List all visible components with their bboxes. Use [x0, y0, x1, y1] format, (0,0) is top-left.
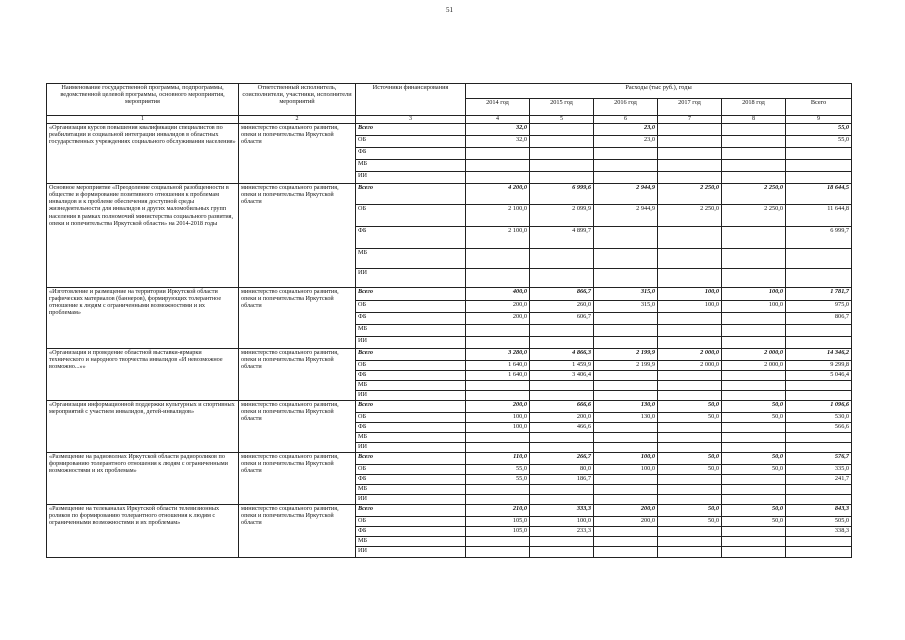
funding-source: ФБ	[356, 371, 466, 381]
year-value	[658, 475, 722, 485]
column-number: 8	[722, 116, 786, 124]
funding-source: Всего	[356, 349, 466, 361]
total-value: 843,3	[786, 505, 852, 517]
year-value	[658, 485, 722, 495]
funding-source: ОБ	[356, 465, 466, 475]
year-value	[722, 124, 786, 136]
total-value: 55,0	[786, 124, 852, 136]
year-value	[530, 249, 594, 269]
year-value: 266,7	[530, 453, 594, 465]
year-value: 23,0	[594, 124, 658, 136]
year-value: 50,0	[722, 401, 786, 413]
year-value: 606,7	[530, 313, 594, 325]
total-value	[786, 148, 852, 160]
year-value: 210,0	[466, 505, 530, 517]
year-value: 100,0	[658, 288, 722, 301]
year-value: 4 200,0	[466, 184, 530, 205]
year-value	[530, 160, 594, 172]
total-value: 505,0	[786, 517, 852, 527]
year-value: 6 999,6	[530, 184, 594, 205]
year-value: 2 099,9	[530, 205, 594, 227]
year-value: 4 899,7	[530, 227, 594, 249]
funding-source: Всего	[356, 184, 466, 205]
table-row	[47, 349, 852, 361]
year-value	[530, 433, 594, 443]
table-row	[47, 401, 852, 413]
header-total: Всего	[786, 99, 852, 116]
year-value	[594, 433, 658, 443]
funding-source: ИИ	[356, 443, 466, 453]
year-value: 2 100,0	[466, 205, 530, 227]
year-value	[530, 124, 594, 136]
year-value: 105,0	[466, 527, 530, 537]
year-value: 315,0	[594, 301, 658, 313]
year-value: 100,0	[722, 301, 786, 313]
year-value: 23,0	[594, 136, 658, 148]
year-value	[530, 537, 594, 547]
year-value	[530, 381, 594, 391]
column-number: 9	[786, 116, 852, 124]
year-value: 466,6	[530, 423, 594, 433]
year-value	[466, 381, 530, 391]
table-body	[47, 124, 852, 558]
total-value: 806,7	[786, 313, 852, 325]
total-value	[786, 537, 852, 547]
column-number: 6	[594, 116, 658, 124]
funding-source: ОБ	[356, 413, 466, 423]
year-value	[466, 495, 530, 505]
year-value	[594, 325, 658, 337]
year-value	[722, 249, 786, 269]
year-value	[594, 381, 658, 391]
total-value	[786, 249, 852, 269]
year-value	[594, 337, 658, 349]
year-value	[466, 325, 530, 337]
year-value: 55,0	[466, 475, 530, 485]
total-value	[786, 325, 852, 337]
year-value	[594, 423, 658, 433]
year-value	[466, 269, 530, 288]
year-value	[466, 443, 530, 453]
year-value: 333,3	[530, 505, 594, 517]
total-value: 9 299,8	[786, 361, 852, 371]
year-value: 260,0	[530, 301, 594, 313]
funding-source: ИИ	[356, 269, 466, 288]
year-value	[594, 547, 658, 558]
year-value	[530, 269, 594, 288]
year-value	[594, 495, 658, 505]
year-value	[658, 443, 722, 453]
year-value	[594, 313, 658, 325]
year-value: 200,0	[530, 413, 594, 423]
year-value: 50,0	[722, 453, 786, 465]
total-value: 530,0	[786, 413, 852, 423]
year-value	[722, 547, 786, 558]
year-value	[466, 433, 530, 443]
responsible-executor: министерство социального развития, опеки и попечительства Иркутской области	[239, 453, 356, 505]
column-number: 3	[356, 116, 466, 124]
funding-source: ОБ	[356, 517, 466, 527]
year-value	[658, 172, 722, 184]
funding-source: ИИ	[356, 547, 466, 558]
total-value: 1 096,6	[786, 401, 852, 413]
total-value: 5 046,4	[786, 371, 852, 381]
total-value	[786, 443, 852, 453]
funding-source: ИИ	[356, 391, 466, 401]
year-value: 1 640,0	[466, 371, 530, 381]
funding-source: МБ	[356, 381, 466, 391]
year-value	[658, 124, 722, 136]
year-value: 50,0	[722, 517, 786, 527]
year-value: 400,0	[466, 288, 530, 301]
year-value	[530, 485, 594, 495]
funding-source: Всего	[356, 288, 466, 301]
total-value: 55,0	[786, 136, 852, 148]
year-value: 80,0	[530, 465, 594, 475]
table-row	[47, 184, 852, 205]
budget-table	[46, 83, 852, 558]
year-value	[658, 371, 722, 381]
funding-source: МБ	[356, 325, 466, 337]
year-value: 50,0	[658, 465, 722, 475]
year-value: 110,0	[466, 453, 530, 465]
year-value	[722, 527, 786, 537]
year-value	[594, 371, 658, 381]
funding-source: ОБ	[356, 136, 466, 148]
year-value	[658, 381, 722, 391]
year-value	[722, 423, 786, 433]
year-value	[658, 325, 722, 337]
year-value	[722, 269, 786, 288]
year-value: 130,0	[594, 401, 658, 413]
year-value: 186,7	[530, 475, 594, 485]
year-value	[530, 547, 594, 558]
year-value: 2 250,0	[658, 205, 722, 227]
funding-source: Всего	[356, 401, 466, 413]
responsible-executor: министерство социального развития, опеки и попечительства Иркутской области	[239, 288, 356, 349]
funding-source: ФБ	[356, 423, 466, 433]
year-value: 50,0	[722, 465, 786, 475]
column-number: 5	[530, 116, 594, 124]
column-number: 2	[239, 116, 356, 124]
funding-source: ФБ	[356, 148, 466, 160]
year-value: 100,0	[530, 517, 594, 527]
measure-name: «Размещение на телеканалах Иркутской области телевизионных роликов по формированию толерантного отношения к людям с ограниченными возможностями и их проблемам»	[47, 505, 239, 558]
total-value: 11 644,8	[786, 205, 852, 227]
year-value	[658, 136, 722, 148]
funding-source: МБ	[356, 537, 466, 547]
funding-source: ИИ	[356, 172, 466, 184]
header-name: Наименование государственной программы, подпрограммы, ведомственной целевой программы, основного мероприятия, мероприятия	[47, 84, 239, 116]
total-value	[786, 547, 852, 558]
year-value	[594, 527, 658, 537]
year-value: 2 944,9	[594, 205, 658, 227]
funding-source: ФБ	[356, 313, 466, 325]
funding-source: ИИ	[356, 495, 466, 505]
measure-name: «Изготовление и размещение на территории Иркутской области графических материалов (баннеров), формирующих толерантное отношение к людям с ограниченными возможностями и их проблемам»	[47, 288, 239, 349]
year-value	[530, 325, 594, 337]
year-value: 2 199,9	[594, 349, 658, 361]
funding-source: МБ	[356, 485, 466, 495]
year-value	[722, 443, 786, 453]
header-year: 2016 год	[594, 99, 658, 116]
year-value: 50,0	[658, 453, 722, 465]
year-value	[530, 443, 594, 453]
year-value: 100,0	[658, 301, 722, 313]
year-value: 2 250,0	[658, 184, 722, 205]
measure-name: «Размещение на радиоволнах Иркутской области радиороликов по формированию толерантного отношения к людям с ограниченными возможностями и их проблемам»	[47, 453, 239, 505]
year-value	[722, 160, 786, 172]
total-value	[786, 172, 852, 184]
year-value	[722, 325, 786, 337]
measure-name: «Организация курсов повышения квалификации специалистов по реабилитации и социальной интеграции инвалидов в областных государственных учреждениях социального обслуживания населения»	[47, 124, 239, 184]
year-value: 32,0	[466, 124, 530, 136]
table-row	[47, 124, 852, 136]
year-value: 200,0	[466, 401, 530, 413]
year-value: 100,0	[466, 423, 530, 433]
year-value: 3 406,4	[530, 371, 594, 381]
year-value: 32,0	[466, 136, 530, 148]
year-value	[658, 423, 722, 433]
header-year: 2018 год	[722, 99, 786, 116]
year-value	[466, 172, 530, 184]
year-value: 200,0	[466, 301, 530, 313]
year-value: 100,0	[466, 413, 530, 423]
year-value	[722, 136, 786, 148]
year-value	[594, 148, 658, 160]
funding-source: МБ	[356, 249, 466, 269]
funding-source: ИИ	[356, 337, 466, 349]
year-value: 105,0	[466, 517, 530, 527]
year-value: 50,0	[722, 413, 786, 423]
year-value: 2 250,0	[722, 205, 786, 227]
year-value	[722, 381, 786, 391]
total-value: 6 999,7	[786, 227, 852, 249]
measure-name: «Организация информационной поддержки культурных и спортивных мероприятий с участием инвалидов, детей-инвалидов»	[47, 401, 239, 453]
year-value	[594, 172, 658, 184]
responsible-executor: министерство социального развития, опеки и попечительства Иркутской области	[239, 505, 356, 558]
year-value: 2 000,0	[722, 361, 786, 371]
header-expenses: Расходы (тыс руб.), годы	[466, 84, 852, 99]
year-value	[530, 148, 594, 160]
header-sources: Источники финансирования	[356, 84, 466, 116]
total-value: 1 781,7	[786, 288, 852, 301]
year-value: 100,0	[722, 288, 786, 301]
year-value	[722, 391, 786, 401]
funding-source: Всего	[356, 505, 466, 517]
year-value: 55,0	[466, 465, 530, 475]
year-value	[530, 136, 594, 148]
header-responsible: Ответственный исполнитель, соисполнители, участники, исполнители мероприятий	[239, 84, 356, 116]
year-value: 100,0	[594, 465, 658, 475]
year-value	[722, 537, 786, 547]
funding-source: ОБ	[356, 301, 466, 313]
year-value	[594, 227, 658, 249]
year-value: 2 199,9	[594, 361, 658, 371]
funding-source: ОБ	[356, 361, 466, 371]
year-value	[658, 537, 722, 547]
year-value	[722, 148, 786, 160]
year-value: 1 640,0	[466, 361, 530, 371]
year-value	[658, 527, 722, 537]
year-value: 866,7	[530, 288, 594, 301]
year-value: 50,0	[658, 413, 722, 423]
total-value: 18 644,5	[786, 184, 852, 205]
year-value: 2 944,9	[594, 184, 658, 205]
responsible-executor: министерство социального развития, опеки и попечительства Иркутской области	[239, 124, 356, 184]
year-value	[466, 148, 530, 160]
column-number: 1	[47, 116, 239, 124]
year-value: 4 866,3	[530, 349, 594, 361]
year-value: 2 000,0	[658, 349, 722, 361]
funding-source: ОБ	[356, 205, 466, 227]
year-value	[594, 475, 658, 485]
year-value: 2 250,0	[722, 184, 786, 205]
year-value: 50,0	[658, 505, 722, 517]
year-value	[594, 485, 658, 495]
year-value	[594, 160, 658, 172]
year-value	[466, 337, 530, 349]
year-value	[658, 160, 722, 172]
year-value: 2 100,0	[466, 227, 530, 249]
total-value: 576,7	[786, 453, 852, 465]
year-value	[658, 547, 722, 558]
year-value: 200,0	[466, 313, 530, 325]
responsible-executor: министерство социального развития, опеки и попечительства Иркутской области	[239, 401, 356, 453]
year-value: 200,0	[594, 517, 658, 527]
year-value	[594, 391, 658, 401]
year-value	[722, 313, 786, 325]
funding-source: Всего	[356, 124, 466, 136]
year-value	[530, 172, 594, 184]
total-value	[786, 433, 852, 443]
year-value	[594, 443, 658, 453]
total-value	[786, 391, 852, 401]
year-value: 2 000,0	[658, 361, 722, 371]
year-value: 2 000,0	[722, 349, 786, 361]
header-year: 2017 год	[658, 99, 722, 116]
total-value	[786, 160, 852, 172]
total-value: 975,0	[786, 301, 852, 313]
year-value	[658, 269, 722, 288]
year-value	[722, 371, 786, 381]
measure-name: Основное мероприятие «Преодоление социальной разобщенности в обществе и формирование позитивного отношения к проблемам инвалидов и к проблеме обеспечения доступной среды жизнедеятельности для инвалидов и других маломобильных групп населения в рамках полномочий министерства социального развития, опеки и попечительства Иркутской области» на 2014-2018 годы	[47, 184, 239, 288]
total-value	[786, 337, 852, 349]
year-value	[594, 269, 658, 288]
total-value: 566,6	[786, 423, 852, 433]
funding-source: МБ	[356, 433, 466, 443]
total-value	[786, 485, 852, 495]
year-value	[722, 227, 786, 249]
year-value	[594, 249, 658, 269]
year-value	[658, 313, 722, 325]
year-value	[722, 172, 786, 184]
year-value	[658, 249, 722, 269]
year-value: 50,0	[658, 401, 722, 413]
year-value	[722, 485, 786, 495]
header-year: 2015 год	[530, 99, 594, 116]
column-number: 4	[466, 116, 530, 124]
responsible-executor: министерство социального развития, опеки и попечительства Иркутской области	[239, 184, 356, 288]
year-value	[658, 227, 722, 249]
year-value	[466, 391, 530, 401]
page-number: 51	[446, 6, 453, 14]
year-value: 666,6	[530, 401, 594, 413]
year-value: 50,0	[722, 505, 786, 517]
table-row	[47, 288, 852, 301]
year-value	[594, 537, 658, 547]
total-value: 241,7	[786, 475, 852, 485]
year-value	[466, 485, 530, 495]
total-value	[786, 269, 852, 288]
total-value: 14 346,2	[786, 349, 852, 361]
year-value: 200,0	[594, 505, 658, 517]
year-value	[722, 475, 786, 485]
year-value	[530, 495, 594, 505]
funding-source: ФБ	[356, 475, 466, 485]
year-value: 50,0	[658, 517, 722, 527]
year-value	[466, 249, 530, 269]
responsible-executor: министерство социального развития, опеки и попечительства Иркутской области	[239, 349, 356, 401]
total-value: 335,0	[786, 465, 852, 475]
year-value	[658, 337, 722, 349]
year-value	[722, 433, 786, 443]
funding-source: Всего	[356, 453, 466, 465]
year-value	[658, 148, 722, 160]
measure-name: «Организация и проведение областной выставки-ярмарки технического и народного творчества инвалидов «И невозможное возможно...»»	[47, 349, 239, 401]
total-value	[786, 381, 852, 391]
total-value	[786, 495, 852, 505]
year-value	[658, 495, 722, 505]
column-number: 7	[658, 116, 722, 124]
year-value: 130,0	[594, 413, 658, 423]
total-value: 338,3	[786, 527, 852, 537]
year-value: 1 459,9	[530, 361, 594, 371]
year-value	[722, 337, 786, 349]
funding-source: ФБ	[356, 527, 466, 537]
year-value	[466, 547, 530, 558]
year-value	[658, 433, 722, 443]
table-row	[47, 453, 852, 465]
funding-source: МБ	[356, 160, 466, 172]
year-value	[466, 537, 530, 547]
table-row	[47, 505, 852, 517]
year-value: 3 280,0	[466, 349, 530, 361]
header-year: 2014 год	[466, 99, 530, 116]
year-value	[658, 391, 722, 401]
year-value	[530, 391, 594, 401]
year-value: 315,0	[594, 288, 658, 301]
year-value	[722, 495, 786, 505]
funding-source: ФБ	[356, 227, 466, 249]
year-value	[466, 160, 530, 172]
year-value	[530, 337, 594, 349]
year-value: 100,0	[594, 453, 658, 465]
year-value: 233,3	[530, 527, 594, 537]
